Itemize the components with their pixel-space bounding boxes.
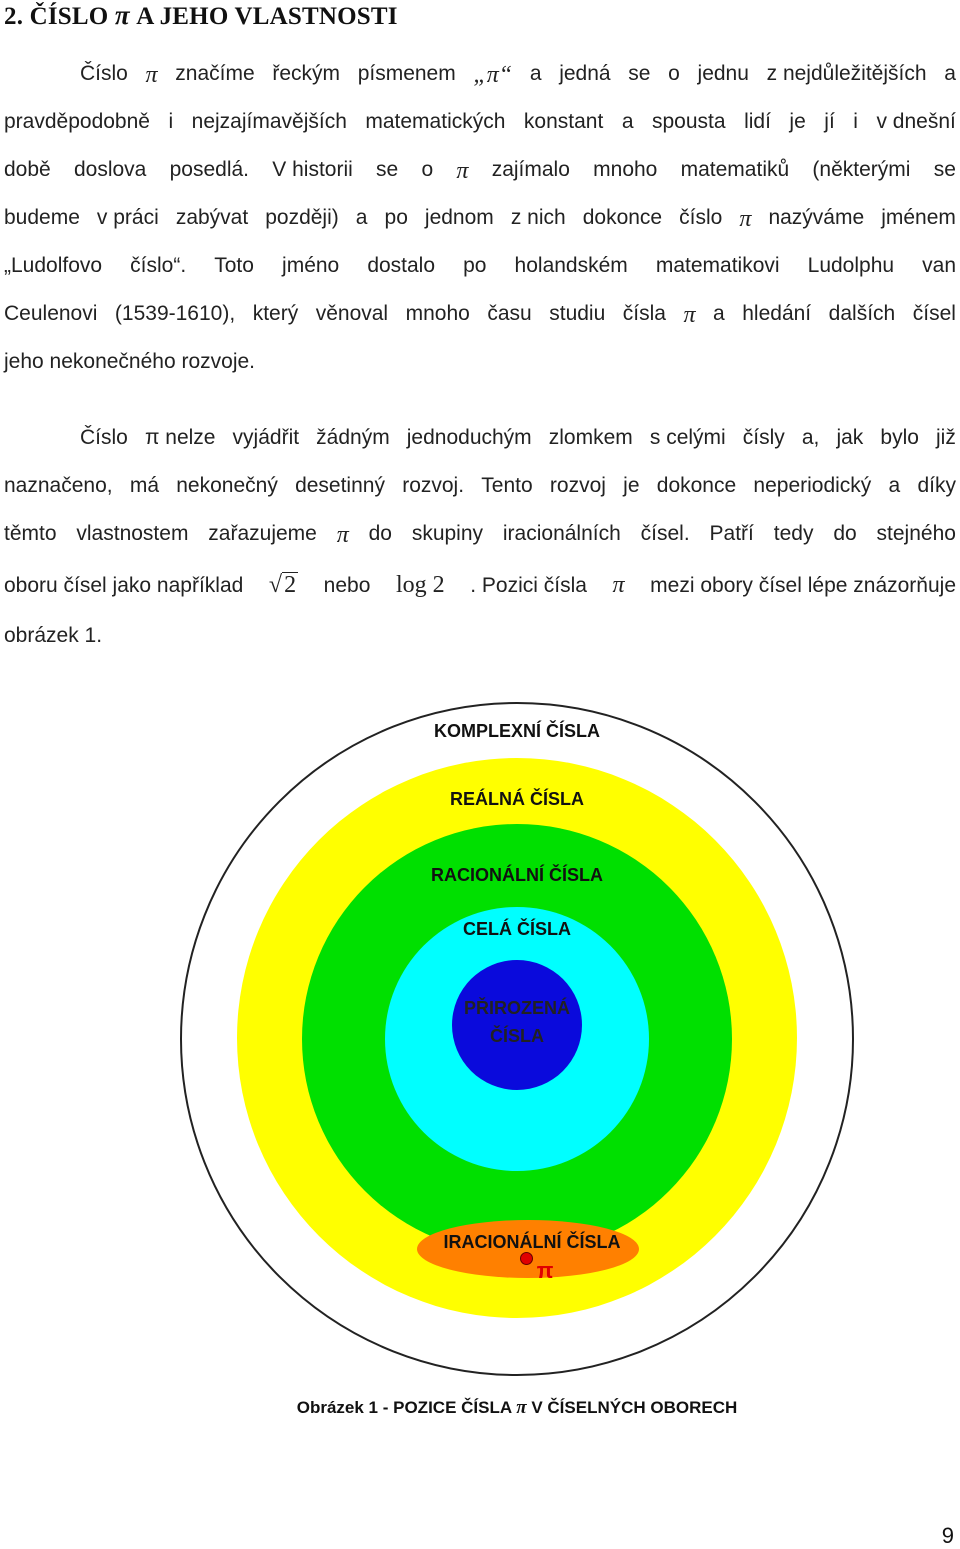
word: řeckým <box>272 62 340 85</box>
p2-line-4-text-a: oboru čísel jako například <box>4 574 244 597</box>
heading-suffix: A JEHO VLASTNOSTI <box>136 3 398 30</box>
word: jménem <box>881 206 956 229</box>
word: číslo <box>679 206 723 229</box>
word: a, <box>801 426 820 449</box>
p2-line-4 <box>4 572 956 599</box>
word: čísla <box>622 302 666 325</box>
word: a <box>529 62 542 85</box>
word: žádným <box>316 426 390 449</box>
caption-suffix: V ČÍSELNÝCH OBORECH <box>526 1398 738 1417</box>
number-sets-diagram <box>0 690 960 1380</box>
label-natural-numbers-line-2: ČÍSLA <box>490 1026 544 1046</box>
word: díky <box>917 474 956 497</box>
p2-line-4-text-c: . Pozici čísla <box>470 574 587 597</box>
word: čísel. <box>640 522 690 545</box>
word: pravděpodobně <box>4 110 150 133</box>
word: Tento <box>481 474 533 497</box>
word: iracionálních <box>502 522 621 545</box>
log-2-expression: log 2 <box>395 572 445 598</box>
word: matematiků <box>680 158 790 181</box>
heading-prefix: 2. ČÍSLO <box>4 3 109 30</box>
word: Číslo <box>80 62 128 85</box>
label-natural-numbers-line-1: PŘIROZENÁ <box>463 998 570 1018</box>
caption-pi-symbol: π <box>516 1397 527 1418</box>
p1-line-6 <box>4 302 956 329</box>
word: π <box>145 62 158 88</box>
word: zabývat <box>175 206 249 229</box>
word: lidí <box>744 110 771 133</box>
word: Patří <box>709 522 754 545</box>
word: posedlá. <box>169 158 250 181</box>
word: je <box>789 110 806 133</box>
radical-sign: √ <box>268 572 283 598</box>
word: π <box>739 206 752 232</box>
word: tedy <box>773 522 814 545</box>
word: jak <box>836 426 864 449</box>
natural-numbers-circle <box>452 960 582 1090</box>
word: jednoduchým <box>406 426 532 449</box>
pi-symbol: π <box>612 572 625 598</box>
word: jméno <box>282 254 340 277</box>
word: „Ludolfovo <box>4 254 103 277</box>
label-rational-numbers: RACIONÁLNÍ ČÍSLA <box>431 865 603 885</box>
word: dostalo <box>367 254 436 277</box>
word: π nelze <box>144 426 216 449</box>
word: času <box>487 302 532 325</box>
word: a <box>944 62 956 85</box>
word: konstant <box>523 110 604 133</box>
word: vyjádřit <box>232 426 300 449</box>
p2-line-3 <box>4 522 956 549</box>
word: neperiodický <box>753 474 872 497</box>
p2-line-4-text-b: nebo <box>323 574 371 597</box>
p2-line-4-text-d: mezi obory čísel lépe znázorňuje <box>650 574 956 597</box>
word: po <box>463 254 487 277</box>
sqrt-2-expression <box>269 572 298 599</box>
word: V historii <box>272 158 353 181</box>
word: „π“ <box>473 62 513 88</box>
word: desetinný <box>295 474 385 497</box>
word: se <box>933 158 956 181</box>
word: a <box>355 206 368 229</box>
word: zajímalo <box>491 158 570 181</box>
radicand: 2 <box>284 572 297 598</box>
word: zlomkem <box>548 426 633 449</box>
word: matematikovi <box>655 254 780 277</box>
p1-line-1 <box>80 62 956 89</box>
word: po <box>384 206 408 229</box>
word: z nejdůležitějších <box>766 62 927 85</box>
word: Ludolphu <box>807 254 895 277</box>
word: již <box>936 426 956 449</box>
p1-line-5 <box>4 254 956 278</box>
word: čísly <box>742 426 785 449</box>
word: těmto <box>4 522 57 545</box>
label-irrational-numbers: IRACIONÁLNÍ ČÍSLA <box>443 1232 621 1252</box>
word: π <box>336 522 349 548</box>
word: vlastnostem <box>76 522 189 545</box>
label-real-numbers: REÁLNÁ ČÍSLA <box>450 789 584 809</box>
word: s celými <box>649 426 726 449</box>
word: do <box>833 522 857 545</box>
word: nekonečný <box>176 474 278 497</box>
word: době <box>4 158 51 181</box>
word: nazýváme <box>768 206 865 229</box>
section-heading <box>4 0 398 31</box>
p1-line-4 <box>4 206 956 233</box>
p2-line-1 <box>80 426 956 450</box>
word: Ceulenovi <box>4 302 98 325</box>
word: a <box>888 474 901 497</box>
word: rozvoj <box>549 474 606 497</box>
word: věnoval <box>315 302 389 325</box>
word: i <box>853 110 858 133</box>
word: o <box>421 158 434 181</box>
word: dokonce <box>582 206 663 229</box>
word: jednu <box>697 62 749 85</box>
word: nejzajímavějších <box>191 110 347 133</box>
word: jedná <box>559 62 611 85</box>
word: do <box>368 522 392 545</box>
word: jednom <box>424 206 494 229</box>
p1-line-2 <box>4 110 956 134</box>
p1-line-7: jeho nekonečného rozvoje. <box>4 350 256 373</box>
figure-caption <box>0 1397 960 1419</box>
word: v práci <box>96 206 159 229</box>
caption-prefix: Obrázek 1 - POZICE ČÍSLA <box>296 1398 517 1417</box>
word: spousta <box>652 110 726 133</box>
p2-line-2 <box>4 474 956 498</box>
word: stejného <box>876 522 956 545</box>
word: dalších <box>828 302 896 325</box>
word: budeme <box>4 206 80 229</box>
word: π <box>456 158 469 184</box>
word: se <box>376 158 399 181</box>
word: o <box>668 62 680 85</box>
word: zařazujeme <box>208 522 317 545</box>
word: čísel <box>912 302 956 325</box>
word: (1539-1610), <box>114 302 236 325</box>
label-pi-mark: π <box>536 1258 554 1283</box>
word: a <box>621 110 634 133</box>
word: jí <box>824 110 835 133</box>
word: mnoho <box>405 302 470 325</box>
word: později) <box>265 206 339 229</box>
p1-line-3 <box>4 158 956 185</box>
word: rozvoj. <box>402 474 465 497</box>
word: v dnešní <box>876 110 956 133</box>
word: bylo <box>880 426 919 449</box>
word: písmenem <box>357 62 456 85</box>
word: značíme <box>175 62 255 85</box>
word: z nich <box>510 206 566 229</box>
label-complex-numbers: KOMPLEXNÍ ČÍSLA <box>433 721 600 741</box>
word: naznačeno, <box>4 474 113 497</box>
word: matematických <box>365 110 506 133</box>
page-number: 9 <box>941 1523 954 1548</box>
word: Číslo <box>80 426 128 449</box>
heading-pi-symbol: π <box>114 0 130 30</box>
p2-line-5: obrázek 1. <box>4 624 103 647</box>
word: který <box>252 302 299 325</box>
word: holandském <box>514 254 628 277</box>
word: se <box>628 62 651 85</box>
word: i <box>168 110 174 133</box>
word: číslo“. <box>130 254 187 277</box>
word: van <box>922 254 956 277</box>
word: a <box>713 302 725 325</box>
word: má <box>129 474 160 497</box>
word: skupiny <box>411 522 484 545</box>
word: studiu <box>549 302 606 325</box>
word: je <box>623 474 640 497</box>
word: Toto <box>214 254 254 277</box>
label-integers: CELÁ ČÍSLA <box>463 919 571 939</box>
word: doslova <box>73 158 147 181</box>
word: hledání <box>742 302 812 325</box>
word: mnoho <box>593 158 658 181</box>
word: dokonce <box>656 474 737 497</box>
word: (některými <box>812 158 911 181</box>
word: π <box>683 302 696 328</box>
